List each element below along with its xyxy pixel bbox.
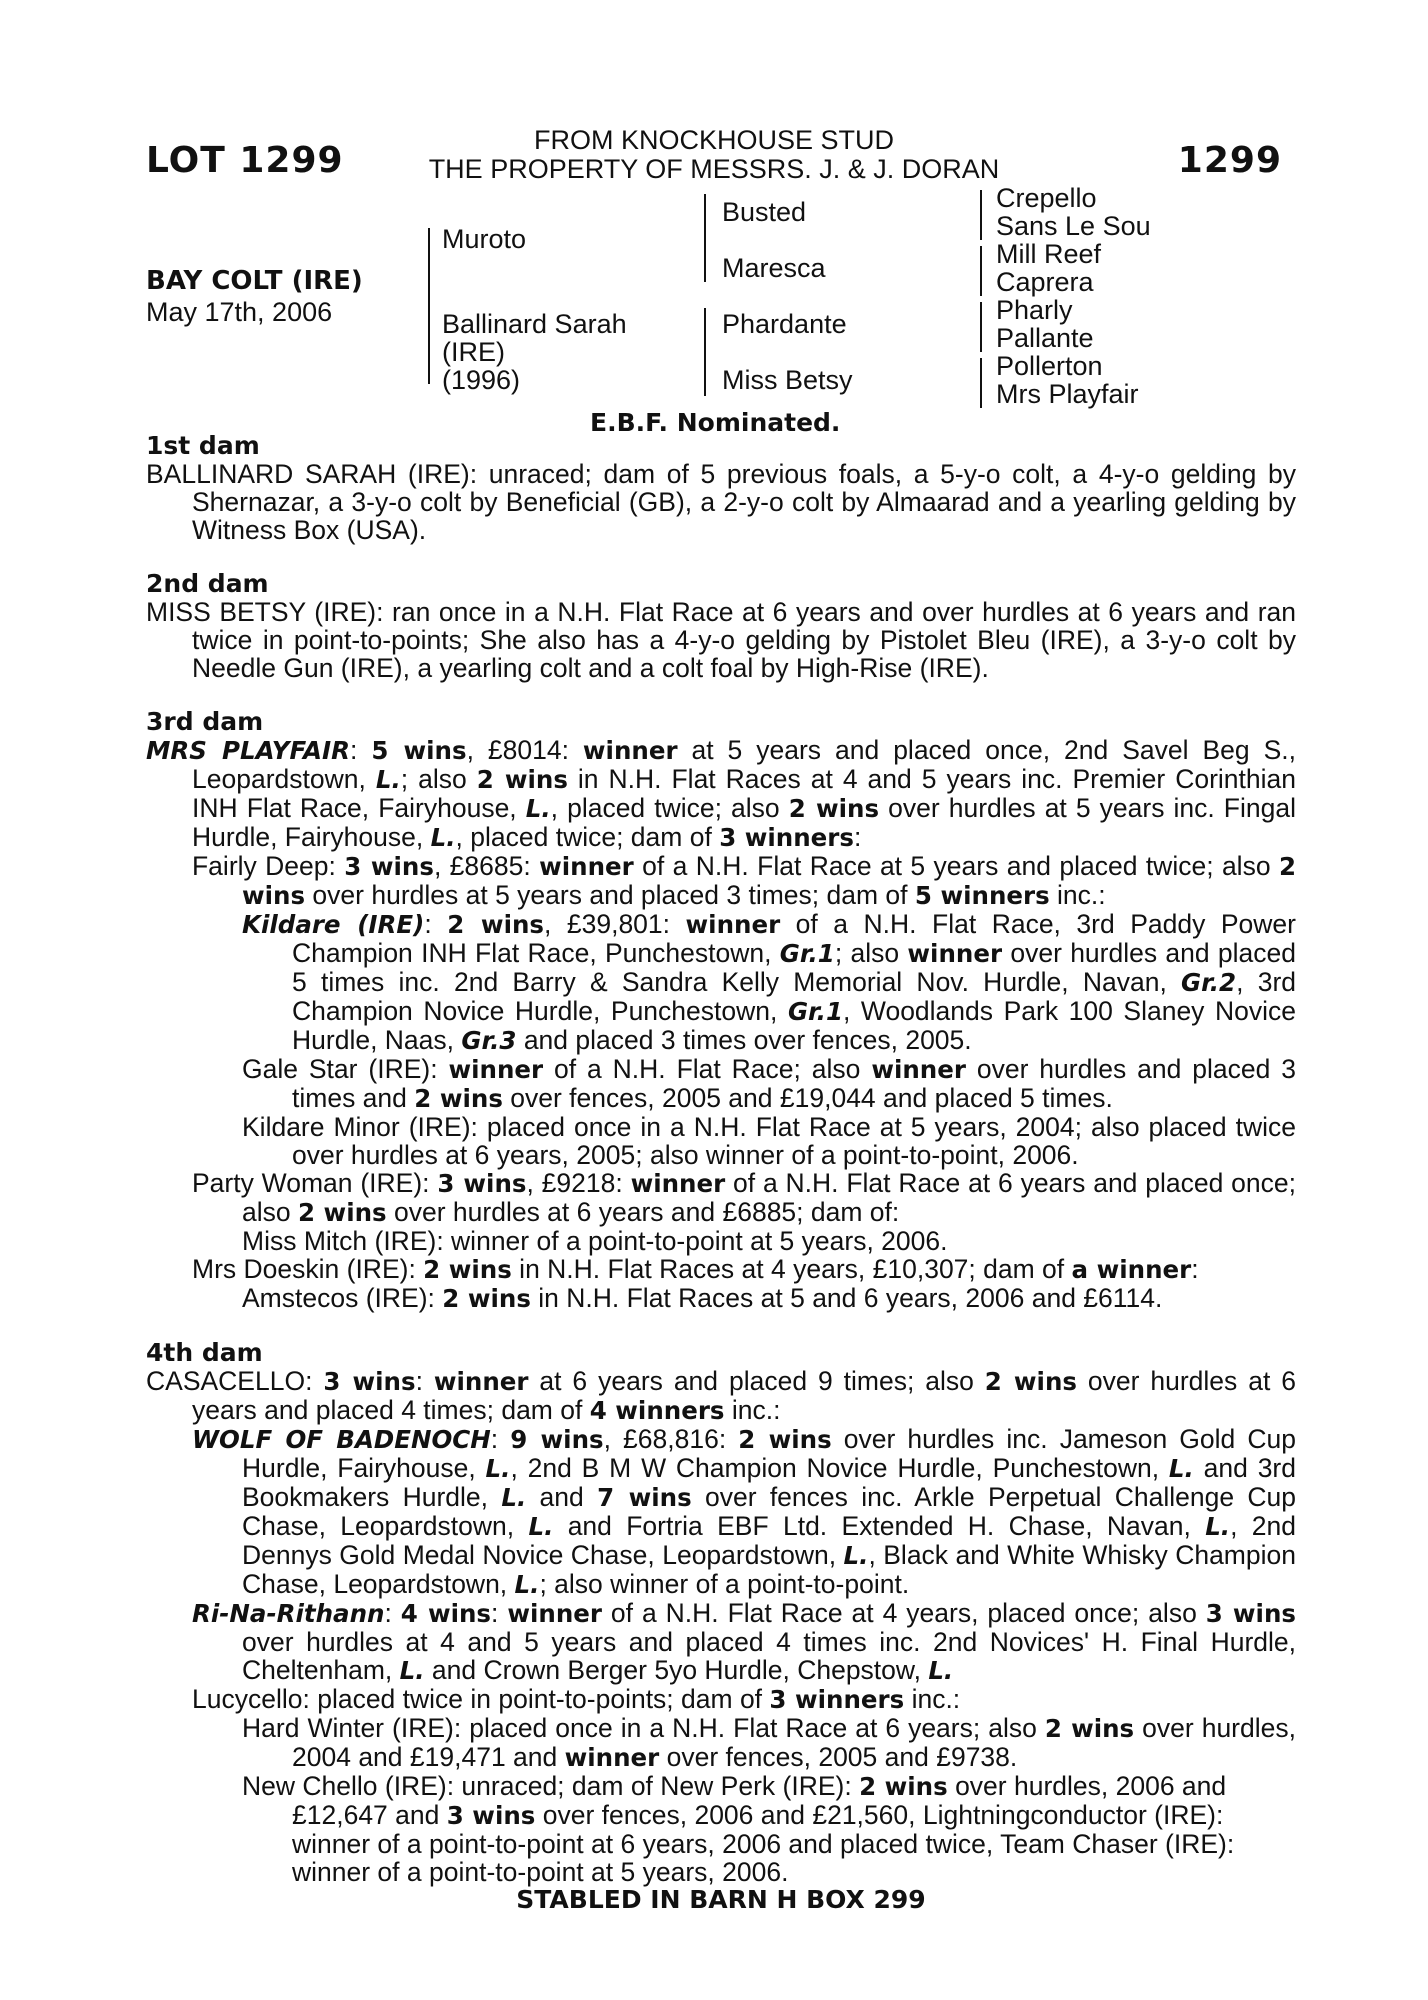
dam-name: Ballinard Sarah bbox=[442, 309, 627, 339]
ebf-nomination: E.B.F. Nominated. bbox=[590, 408, 841, 437]
dam-year: (1996) bbox=[442, 365, 521, 395]
ancestor-5: Pharly bbox=[996, 295, 1073, 325]
dam-2-entry: MISS BETSY (IRE): ran once in a N.H. Flat Race at 6 years and over hurdles at 6 years and ran twice in point-to-points; She also has a 4-y-o gelding by Pistolet Bleu (IRE), a 3-y-o colt by Needle Gun (IRE), a yearling colt and a colt foal by High-Rise (IRE). bbox=[146, 597, 1296, 683]
dam-4-entry: CASACELLO: 3 wins: winner at 6 years and placed 9 times; also 2 wins over hurdles at 6 years and placed 4 times; dam of 4 winners inc.: bbox=[146, 1366, 1296, 1425]
produce-entry: WOLF OF BADENOCH: 9 wins, £68,816: 2 wins over hurdles inc. Jameson Gold Cup Hurdle, Fairyhouse, L., 2nd B M W Champion Novice Hurdle, Punchestown, L. and 3rd Bookmakers Hurdle, L. and 7 wins over fences inc. Arkle Perpetual Challenge Cup Chase, Leopardstown, L. and Fortria EBF Ltd. Extended H. Chase, Navan, L., 2nd Dennys Gold Medal Novice Chase, Leopardstown, L., Black and White Whisky Champion Chase, Leopardstown, L.; also winner of a point-to-point. bbox=[192, 1424, 1297, 1599]
section-3rd-dam: 3rd dam bbox=[146, 707, 264, 736]
family-notes bbox=[146, 432, 1296, 1914]
section-2nd-dam: 2nd dam bbox=[146, 569, 269, 598]
dam-country: (IRE) bbox=[442, 337, 505, 367]
lot-label: LOT 1299 bbox=[146, 140, 344, 181]
ancestor-2: Sans Le Sou bbox=[996, 211, 1151, 241]
ancestor-4: Caprera bbox=[996, 267, 1094, 297]
produce-entry: New Chello (IRE): unraced; dam of New Perk (IRE): 2 wins over hurdles, 2006 and £12,647 and 3 wins over fences, 2006 and £21,560, Lightningconductor (IRE): winner of a point-to-point at 6 years, 2006 and placed twice, Team Chaser (IRE): winner of a point-to-point at 5 years, 2006. bbox=[242, 1771, 1235, 1887]
dam-3-entry: MRS PLAYFAIR: 5 wins, £8014: winner at 5 years and placed once, 2nd Savel Beg S., Leopardstown, L.; also 2 wins in N.H. Flat Races at 4 and 5 years inc. Premier Corinthian INH Flat Race, Fairyhouse, L., placed twice; also 2 wins over hurdles at 5 years inc. Fingal Hurdle, Fairyhouse, L., placed twice; dam of 3 winners: bbox=[146, 735, 1296, 852]
grandsire-dam: Maresca bbox=[722, 253, 826, 283]
dam-1-entry: BALLINARD SARAH (IRE): unraced; dam of 5 previous foals, a 5-y-o colt, a 4-y-o gelding by Shernazar, a 3-y-o colt by Beneficial (GB), a 2-y-o colt by Almaarad and a yearling gelding by Witness Box (USA). bbox=[146, 459, 1296, 545]
pedigree-brace bbox=[980, 302, 982, 352]
pedigree-brace bbox=[704, 194, 706, 282]
vendor-line: FROM KNOCKHOUSE STUD bbox=[533, 125, 895, 155]
produce-entry: Lucycello: placed twice in point-to-points; dam of 3 winners inc.: bbox=[192, 1684, 961, 1714]
pedigree-brace bbox=[980, 358, 982, 408]
stabling-info: STABLED IN BARN H BOX 299 bbox=[516, 1885, 926, 1914]
foaling-date: May 17th, 2006 bbox=[146, 297, 333, 327]
pedigree-brace bbox=[704, 308, 706, 396]
pedigree-brace bbox=[428, 228, 430, 384]
produce-entry: Gale Star (IRE): winner of a N.H. Flat Race; also winner over hurdles and placed 3 times and 2 wins over fences, 2005 and £19,044 and placed 5 times. bbox=[242, 1054, 1296, 1113]
produce-entry: Fairly Deep: 3 wins, £8685: winner of a N.H. Flat Race at 5 years and placed twice; also 2 wins over hurdles at 5 years and placed 3 times; dam of 5 winners inc.: bbox=[192, 851, 1297, 910]
produce-entry: Ri-Na-Rithann: 4 wins: winner of a N.H. Flat Race at 4 years, placed once; also 3 wins over hurdles at 4 and 5 years and placed 4 times inc. 2nd Novices' H. Final Hurdle, Cheltenham, L. and Crown Berger 5yo Hurdle, Chepstow, L. bbox=[192, 1598, 1296, 1685]
granddam-sire: Phardante bbox=[722, 309, 847, 339]
produce-entry: Hard Winter (IRE): placed once in a N.H. Flat Race at 6 years; also 2 wins over hurdles, 2004 and £19,471 and winner over fences, 2005 and £9738. bbox=[242, 1713, 1296, 1772]
ancestor-1: Crepello bbox=[996, 183, 1097, 213]
produce-entry: Kildare Minor (IRE): placed once in a N.H. Flat Race at 5 years, 2004; also placed twice over hurdles at 6 years, 2005; also winner of a point-to-point, 2006. bbox=[242, 1112, 1296, 1170]
section-1st-dam: 1st dam bbox=[146, 431, 260, 460]
produce-entry: Amstecos (IRE): 2 wins in N.H. Flat Races at 5 and 6 years, 2006 and £6114. bbox=[242, 1283, 1163, 1313]
ancestor-7: Pollerton bbox=[996, 351, 1103, 381]
pedigree-brace bbox=[980, 246, 982, 296]
pedigree-brace bbox=[980, 190, 982, 240]
produce-entry: Mrs Doeskin (IRE): 2 wins in N.H. Flat Races at 4 years, £10,307; dam of a winner: bbox=[192, 1254, 1199, 1284]
produce-entry: Party Woman (IRE): 3 wins, £9218: winner of a N.H. Flat Race at 6 years and placed once; also 2 wins over hurdles at 6 years and £6885; dam of: bbox=[192, 1168, 1296, 1227]
ancestor-6: Pallante bbox=[996, 323, 1094, 353]
ancestor-3: Mill Reef bbox=[996, 239, 1102, 269]
section-4th-dam: 4th dam bbox=[146, 1338, 263, 1367]
property-line: THE PROPERTY OF MESSRS. J. & J. DORAN bbox=[428, 154, 1000, 184]
granddam-dam: Miss Betsy bbox=[722, 365, 853, 395]
grandsire-sire: Busted bbox=[722, 197, 807, 227]
produce-entry: Kildare (IRE): 2 wins, £39,801: winner of a N.H. Flat Race, 3rd Paddy Power Champion INH Flat Race, Punchestown, Gr.1; also winner over hurdles and placed 5 times inc. 2nd Barry & Sandra Kelly Memorial Nov. Hurdle, Navan, Gr.2, 3rd Champion Novice Hurdle, Punchestown, Gr.1, Woodlands Park 100 Slaney Novice Hurdle, Naas, Gr.3 and placed 3 times over fences, 2005. bbox=[242, 909, 1297, 1055]
lot-number: 1299 bbox=[1177, 140, 1282, 181]
ancestor-8: Mrs Playfair bbox=[996, 379, 1139, 409]
sire-name: Muroto bbox=[442, 224, 527, 254]
produce-entry: Miss Mitch (IRE): winner of a point-to-point at 5 years, 2006. bbox=[242, 1226, 948, 1256]
horse-description: BAY COLT (IRE) bbox=[146, 266, 363, 296]
